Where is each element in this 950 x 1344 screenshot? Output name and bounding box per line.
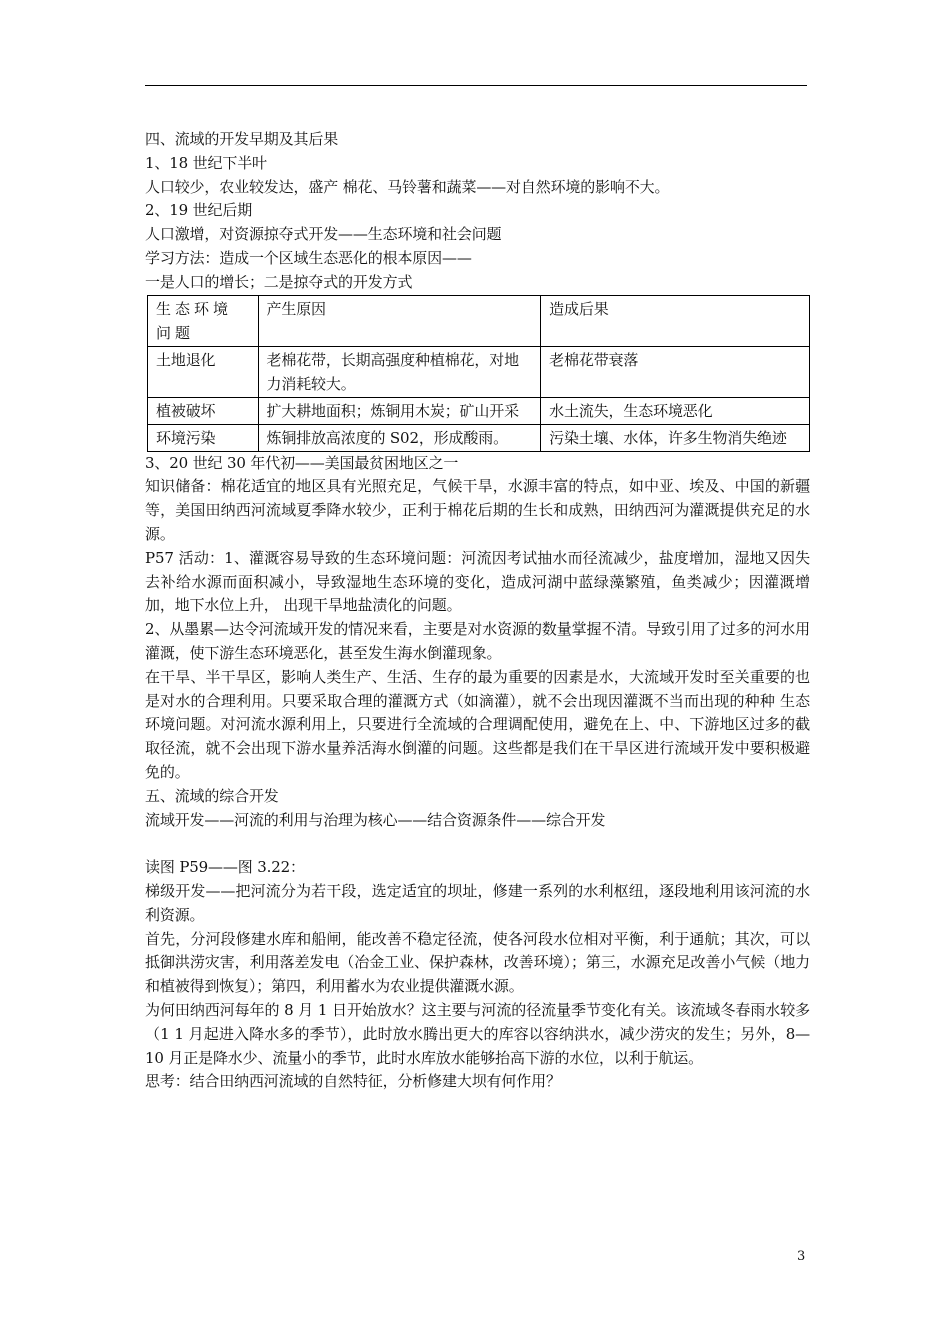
header-rule: [145, 85, 807, 86]
table-header-cell: 生态环境问题: [148, 295, 259, 346]
environment-issues-table: [147, 295, 810, 452]
table-cell-effect: 老棉花带衰落: [541, 346, 810, 397]
document-body: [145, 128, 810, 1094]
method-paragraph: 学习方法：造成一个区域生态恶化的根本原因——: [145, 248, 472, 267]
period2-paragraph: 人口激增，对资源掠夺式开发——生态环境和社会问题: [145, 225, 502, 244]
section5-paragraph: 流域开发——河流的利用与治理为核心——结合资源条件——综合开发: [145, 810, 606, 829]
read-figure-heading: 读图 P59——图 3.22：: [145, 858, 305, 877]
table-header-row: [148, 295, 810, 346]
table-cell-problem: 环境污染: [148, 424, 259, 451]
section4-heading: 四、流域的开发早期及其后果: [145, 130, 339, 148]
arid-paragraph: 在干旱、半干旱区，影响人类生产、生活、生存的最为重要的因素是水，大流域开发时至关重要的也是对水的合理利用。只要采取合理的灌溉方式（如滴灌），就不会出现因灌溉不当而出现的种种 生态环境问题。对河流水源利用上，只要进行全流域的合理调配使用，避免在上、中、下游地区过多的截取径流，就不会出现下游水量养活海水倒灌的问题。这些都是我们在干旱区进行流域开发中要积极避免的。: [145, 667, 810, 781]
table-row: [148, 397, 810, 424]
blank-line: [145, 832, 810, 856]
cause-paragraph: 一是人口的增长；二是掠夺式的开发方式: [145, 272, 413, 291]
first-paragraph: 首先，分河段修建水库和船闸，能改善不稳定径流，使各河段水位相对平衡，利于通航；其次，可以抵御洪涝灾害，利用落差发电（冶金工业、保护森林，改善环境）；第三，水源充足改善小气候（地力和植被得到恢复）；第四，利用蓄水为农业提供灌溉水源。: [145, 929, 810, 996]
table-row: [148, 424, 810, 451]
think-paragraph: 思考：结合田纳西河流域的自然特征，分析修建大坝有何作用？: [145, 1072, 561, 1091]
period1-paragraph: 人口较少，农业较发达，盛产 棉花、马铃薯和蔬菜——对自然环境的影响不大。: [145, 177, 670, 196]
table-cell-problem: 土地退化: [148, 346, 259, 397]
why-paragraph: 为何田纳西河每年的 8 月 1 日开始放水？这主要与河流的径流量季节变化有关。该流域冬春雨水较多（1 1 月起进入降水多的季节），此时放水腾出更大的库容以容纳洪水，减少涝灾的发生；另外，8—10 月正是降水少、流量小的季节，此时水库放水能够抬高下游的水位，以利于航运。: [145, 1000, 810, 1067]
table-header-cell: 产生原因: [258, 295, 541, 346]
knowledge-paragraph: 知识储备：棉花适宜的地区具有光照充足，气候干旱，水源丰富的特点，如中亚、埃及、中国的新疆等，美国田纳西河流域夏季降水较少，正利于棉花后期的生长和成熟，田纳西河为灌溉提供充足的水源。: [145, 477, 810, 543]
table-cell-cause: 炼铜排放高浓度的 S02，形成酸雨。: [258, 424, 541, 451]
table-cell-cause: 老棉花带，长期高强度种植棉花，对地力消耗较大。: [258, 346, 541, 397]
table-header-cell: 造成后果: [541, 295, 810, 346]
period1-heading: 1、18 世纪下半叶: [145, 153, 267, 172]
period2-heading: 2、19 世纪后期: [145, 201, 253, 220]
activity-paragraph-1: P57 活动：1、灌溉容易导致的生态环境问题：河流因考试抽水而径流减少，盐度增加，湿地又因失去补给水源而面积减小，导致湿地生态环境的变化，造成河湖中蓝绿藻繁殖，鱼类减少；因灌溉增加，地下水位上升， 出现干旱地盐渍化的问题。: [145, 548, 810, 615]
cascade-paragraph: 梯级开发——把河流分为若干段，选定适宜的坝址，修建一系列的水利枢纽，逐段地利用该河流的水利资源。: [145, 881, 810, 924]
table-row: [148, 346, 810, 397]
table-cell-cause: 扩大耕地面积；炼铜用木炭；矿山开采: [258, 397, 541, 424]
activity-paragraph-2: 2、从墨累—达令河流域开发的情况来看，主要是对水资源的数量掌握不清。导致引用了过多的河水用灌溉，使下游生态环境恶化，甚至发生海水倒灌现象。: [145, 620, 810, 662]
section5-heading: 五、流域的综合开发: [145, 786, 279, 805]
period3-heading: 3、20 世纪 30 年代初——美国最贫困地区之一: [145, 453, 459, 472]
table-cell-effect: 水土流失，生态环境恶化: [541, 397, 810, 424]
page-number: 3: [797, 1249, 806, 1264]
table-cell-problem: 植被破坏: [148, 397, 259, 424]
table-cell-effect: 污染土壤、水体，许多生物消失绝迹: [541, 424, 810, 451]
